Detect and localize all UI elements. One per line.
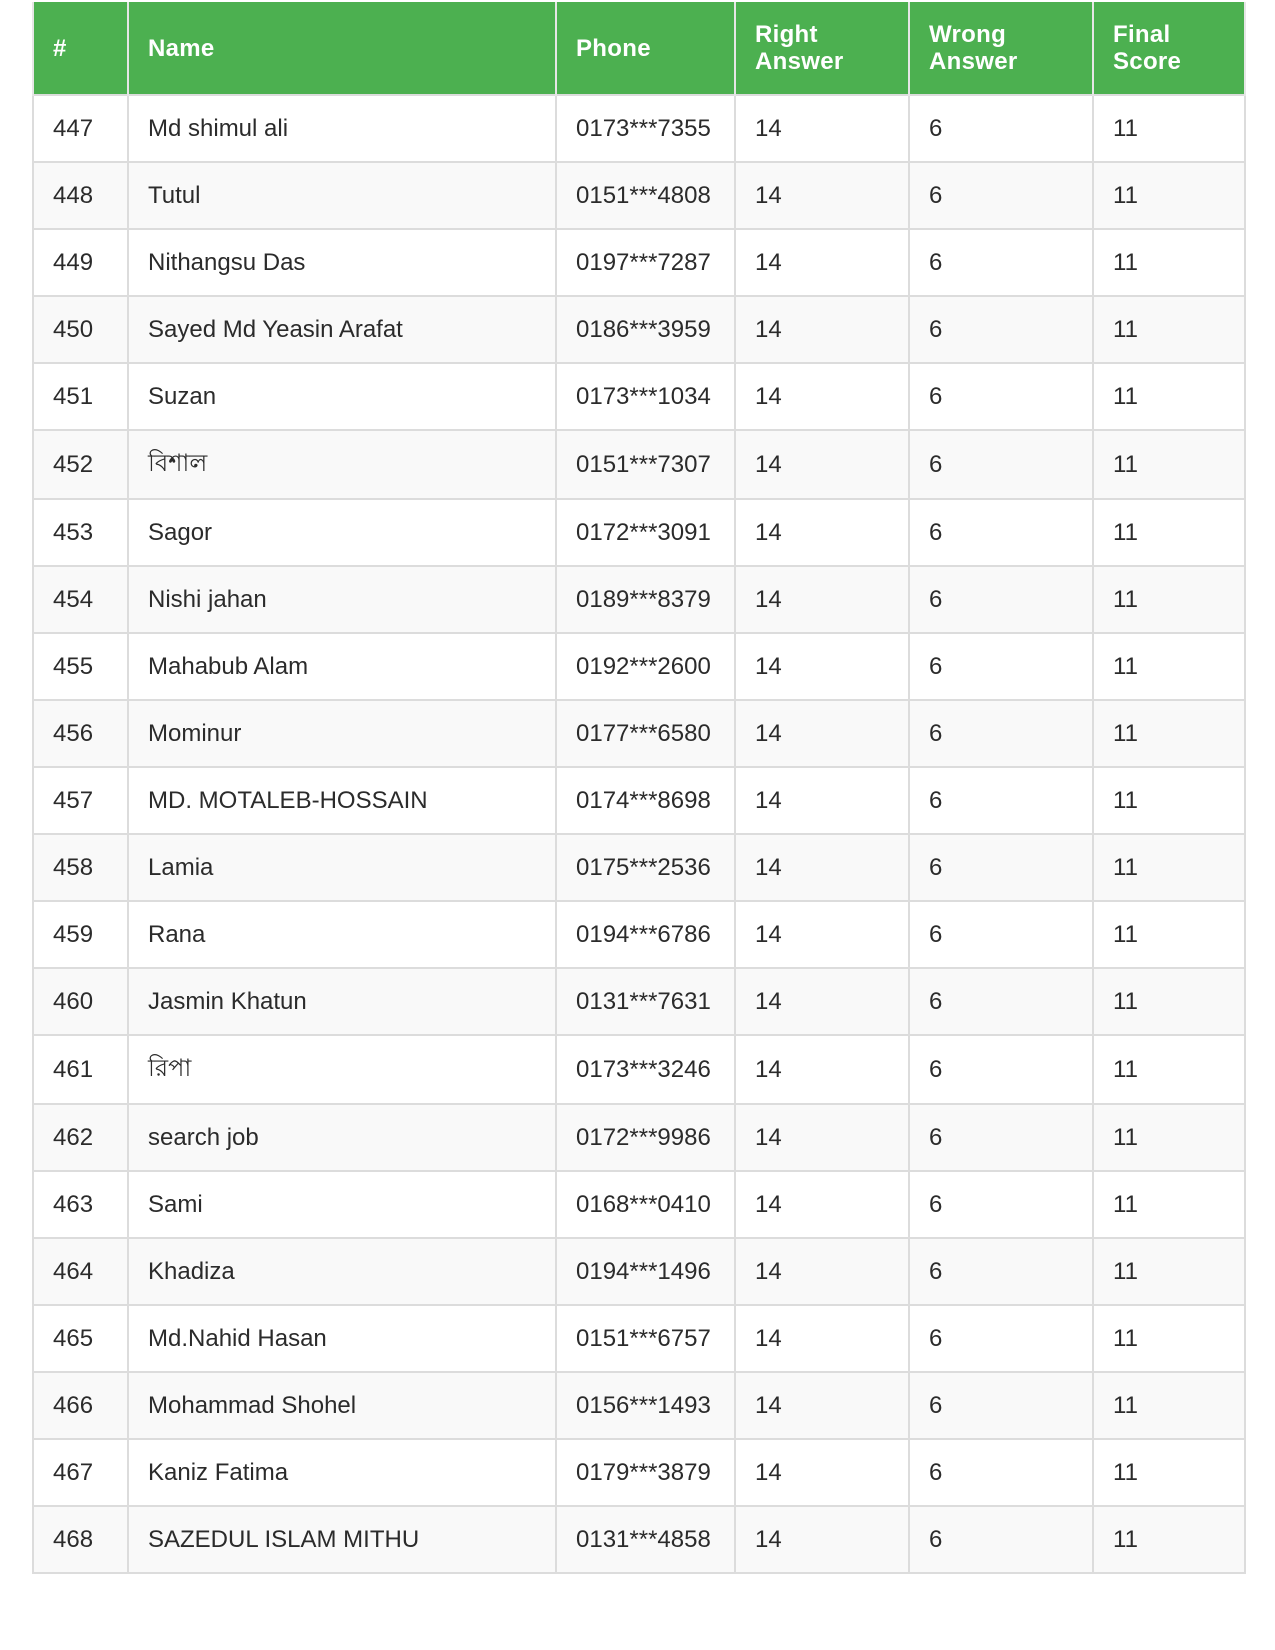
cell-final-score: 11 xyxy=(1093,162,1245,229)
cell-wrong-answer: 6 xyxy=(909,1238,1093,1305)
cell-number: 448 xyxy=(33,162,128,229)
cell-name: Mohammad Shohel xyxy=(128,1372,556,1439)
cell-wrong-answer: 6 xyxy=(909,95,1093,162)
cell-number: 462 xyxy=(33,1104,128,1171)
cell-phone: 0173***1034 xyxy=(556,363,735,430)
cell-name: Sayed Md Yeasin Arafat xyxy=(128,296,556,363)
cell-final-score: 11 xyxy=(1093,296,1245,363)
table-row xyxy=(33,1305,1245,1372)
cell-number: 461 xyxy=(33,1035,128,1104)
cell-right-answer: 14 xyxy=(735,1035,909,1104)
header-row xyxy=(33,2,1245,95)
cell-wrong-answer: 6 xyxy=(909,499,1093,566)
cell-final-score: 11 xyxy=(1093,1372,1245,1439)
cell-name: Md shimul ali xyxy=(128,95,556,162)
table-row xyxy=(33,1372,1245,1439)
cell-right-answer: 14 xyxy=(735,633,909,700)
table-row xyxy=(33,834,1245,901)
cell-right-answer: 14 xyxy=(735,430,909,499)
cell-final-score: 11 xyxy=(1093,633,1245,700)
cell-number: 464 xyxy=(33,1238,128,1305)
cell-name: SAZEDUL ISLAM MITHU xyxy=(128,1506,556,1573)
table-row xyxy=(33,700,1245,767)
cell-phone: 0186***3959 xyxy=(556,296,735,363)
table-row xyxy=(33,1104,1245,1171)
cell-name: Nithangsu Das xyxy=(128,229,556,296)
table-header xyxy=(33,2,1245,95)
cell-name: Md.Nahid Hasan xyxy=(128,1305,556,1372)
cell-final-score: 11 xyxy=(1093,566,1245,633)
cell-wrong-answer: 6 xyxy=(909,229,1093,296)
cell-name: Mominur xyxy=(128,700,556,767)
cell-wrong-answer: 6 xyxy=(909,296,1093,363)
cell-name: Suzan xyxy=(128,363,556,430)
cell-phone: 0172***3091 xyxy=(556,499,735,566)
cell-number: 447 xyxy=(33,95,128,162)
table-row xyxy=(33,229,1245,296)
cell-final-score: 11 xyxy=(1093,700,1245,767)
table-row xyxy=(33,1171,1245,1238)
cell-number: 453 xyxy=(33,499,128,566)
cell-final-score: 11 xyxy=(1093,1506,1245,1573)
cell-number: 460 xyxy=(33,968,128,1035)
cell-final-score: 11 xyxy=(1093,1035,1245,1104)
cell-phone: 0177***6580 xyxy=(556,700,735,767)
cell-phone: 0172***9986 xyxy=(556,1104,735,1171)
cell-final-score: 11 xyxy=(1093,767,1245,834)
cell-phone: 0151***7307 xyxy=(556,430,735,499)
cell-wrong-answer: 6 xyxy=(909,162,1093,229)
cell-phone: 0131***7631 xyxy=(556,968,735,1035)
cell-wrong-answer: 6 xyxy=(909,968,1093,1035)
table-row xyxy=(33,968,1245,1035)
cell-right-answer: 14 xyxy=(735,1506,909,1573)
table-row xyxy=(33,767,1245,834)
cell-phone: 0194***6786 xyxy=(556,901,735,968)
cell-final-score: 11 xyxy=(1093,968,1245,1035)
table-row xyxy=(33,1506,1245,1573)
cell-name: Sami xyxy=(128,1171,556,1238)
cell-phone: 0189***8379 xyxy=(556,566,735,633)
cell-right-answer: 14 xyxy=(735,499,909,566)
cell-right-answer: 14 xyxy=(735,1171,909,1238)
table-row xyxy=(33,296,1245,363)
cell-number: 466 xyxy=(33,1372,128,1439)
cell-phone: 0131***4858 xyxy=(556,1506,735,1573)
cell-phone: 0197***7287 xyxy=(556,229,735,296)
cell-right-answer: 14 xyxy=(735,1104,909,1171)
cell-right-answer: 14 xyxy=(735,700,909,767)
cell-right-answer: 14 xyxy=(735,363,909,430)
column-header-name: Name xyxy=(128,2,556,95)
cell-number: 451 xyxy=(33,363,128,430)
table-row xyxy=(33,499,1245,566)
cell-right-answer: 14 xyxy=(735,1439,909,1506)
cell-right-answer: 14 xyxy=(735,767,909,834)
table-row xyxy=(33,1035,1245,1104)
cell-wrong-answer: 6 xyxy=(909,430,1093,499)
cell-wrong-answer: 6 xyxy=(909,901,1093,968)
cell-right-answer: 14 xyxy=(735,1238,909,1305)
cell-phone: 0174***8698 xyxy=(556,767,735,834)
column-header-number: # xyxy=(33,2,128,95)
cell-wrong-answer: 6 xyxy=(909,633,1093,700)
column-header-wrong-answer: Wrong Answer xyxy=(909,2,1093,95)
table-body xyxy=(33,95,1245,1573)
cell-final-score: 11 xyxy=(1093,430,1245,499)
cell-wrong-answer: 6 xyxy=(909,1104,1093,1171)
cell-name: search job xyxy=(128,1104,556,1171)
cell-wrong-answer: 6 xyxy=(909,834,1093,901)
cell-final-score: 11 xyxy=(1093,363,1245,430)
cell-right-answer: 14 xyxy=(735,95,909,162)
cell-name: বিশাল xyxy=(128,430,556,499)
table-row xyxy=(33,566,1245,633)
table-row xyxy=(33,1439,1245,1506)
cell-right-answer: 14 xyxy=(735,296,909,363)
cell-name: Kaniz Fatima xyxy=(128,1439,556,1506)
cell-phone: 0194***1496 xyxy=(556,1238,735,1305)
cell-final-score: 11 xyxy=(1093,95,1245,162)
cell-name: Mahabub Alam xyxy=(128,633,556,700)
cell-phone: 0175***2536 xyxy=(556,834,735,901)
cell-right-answer: 14 xyxy=(735,229,909,296)
cell-phone: 0192***2600 xyxy=(556,633,735,700)
cell-right-answer: 14 xyxy=(735,162,909,229)
cell-right-answer: 14 xyxy=(735,968,909,1035)
cell-name: Nishi jahan xyxy=(128,566,556,633)
cell-phone: 0173***3246 xyxy=(556,1035,735,1104)
cell-number: 463 xyxy=(33,1171,128,1238)
cell-number: 457 xyxy=(33,767,128,834)
cell-number: 449 xyxy=(33,229,128,296)
cell-number: 468 xyxy=(33,1506,128,1573)
cell-number: 458 xyxy=(33,834,128,901)
cell-name: Lamia xyxy=(128,834,556,901)
cell-phone: 0173***7355 xyxy=(556,95,735,162)
cell-number: 455 xyxy=(33,633,128,700)
cell-name: Rana xyxy=(128,901,556,968)
cell-phone: 0168***0410 xyxy=(556,1171,735,1238)
table-row xyxy=(33,95,1245,162)
cell-phone: 0151***6757 xyxy=(556,1305,735,1372)
cell-phone: 0179***3879 xyxy=(556,1439,735,1506)
cell-wrong-answer: 6 xyxy=(909,700,1093,767)
cell-wrong-answer: 6 xyxy=(909,1171,1093,1238)
cell-right-answer: 14 xyxy=(735,901,909,968)
cell-right-answer: 14 xyxy=(735,834,909,901)
cell-final-score: 11 xyxy=(1093,229,1245,296)
cell-final-score: 11 xyxy=(1093,1104,1245,1171)
cell-number: 456 xyxy=(33,700,128,767)
cell-name: Jasmin Khatun xyxy=(128,968,556,1035)
table-row xyxy=(33,901,1245,968)
cell-number: 454 xyxy=(33,566,128,633)
cell-wrong-answer: 6 xyxy=(909,767,1093,834)
cell-wrong-answer: 6 xyxy=(909,1372,1093,1439)
cell-phone: 0151***4808 xyxy=(556,162,735,229)
cell-right-answer: 14 xyxy=(735,1305,909,1372)
table-row xyxy=(33,162,1245,229)
cell-number: 465 xyxy=(33,1305,128,1372)
cell-number: 452 xyxy=(33,430,128,499)
cell-wrong-answer: 6 xyxy=(909,1305,1093,1372)
table-row xyxy=(33,430,1245,499)
cell-right-answer: 14 xyxy=(735,566,909,633)
cell-wrong-answer: 6 xyxy=(909,566,1093,633)
cell-number: 459 xyxy=(33,901,128,968)
column-header-phone: Phone xyxy=(556,2,735,95)
cell-final-score: 11 xyxy=(1093,834,1245,901)
cell-final-score: 11 xyxy=(1093,1439,1245,1506)
cell-number: 467 xyxy=(33,1439,128,1506)
cell-name: Khadiza xyxy=(128,1238,556,1305)
cell-right-answer: 14 xyxy=(735,1372,909,1439)
cell-wrong-answer: 6 xyxy=(909,1035,1093,1104)
cell-final-score: 11 xyxy=(1093,1238,1245,1305)
cell-name: Sagor xyxy=(128,499,556,566)
cell-name: রিপা xyxy=(128,1035,556,1104)
cell-wrong-answer: 6 xyxy=(909,1506,1093,1573)
table-row xyxy=(33,633,1245,700)
table-row xyxy=(33,1238,1245,1305)
cell-name: Tutul xyxy=(128,162,556,229)
cell-name: MD. MOTALEB-HOSSAIN xyxy=(128,767,556,834)
column-header-final-score: Final Score xyxy=(1093,2,1245,95)
cell-final-score: 11 xyxy=(1093,1305,1245,1372)
cell-wrong-answer: 6 xyxy=(909,363,1093,430)
cell-phone: 0156***1493 xyxy=(556,1372,735,1439)
cell-wrong-answer: 6 xyxy=(909,1439,1093,1506)
cell-final-score: 11 xyxy=(1093,1171,1245,1238)
cell-final-score: 11 xyxy=(1093,901,1245,968)
column-header-right-answer: Right Answer xyxy=(735,2,909,95)
table-row xyxy=(33,363,1245,430)
results-table xyxy=(32,2,1246,1574)
cell-final-score: 11 xyxy=(1093,499,1245,566)
cell-number: 450 xyxy=(33,296,128,363)
